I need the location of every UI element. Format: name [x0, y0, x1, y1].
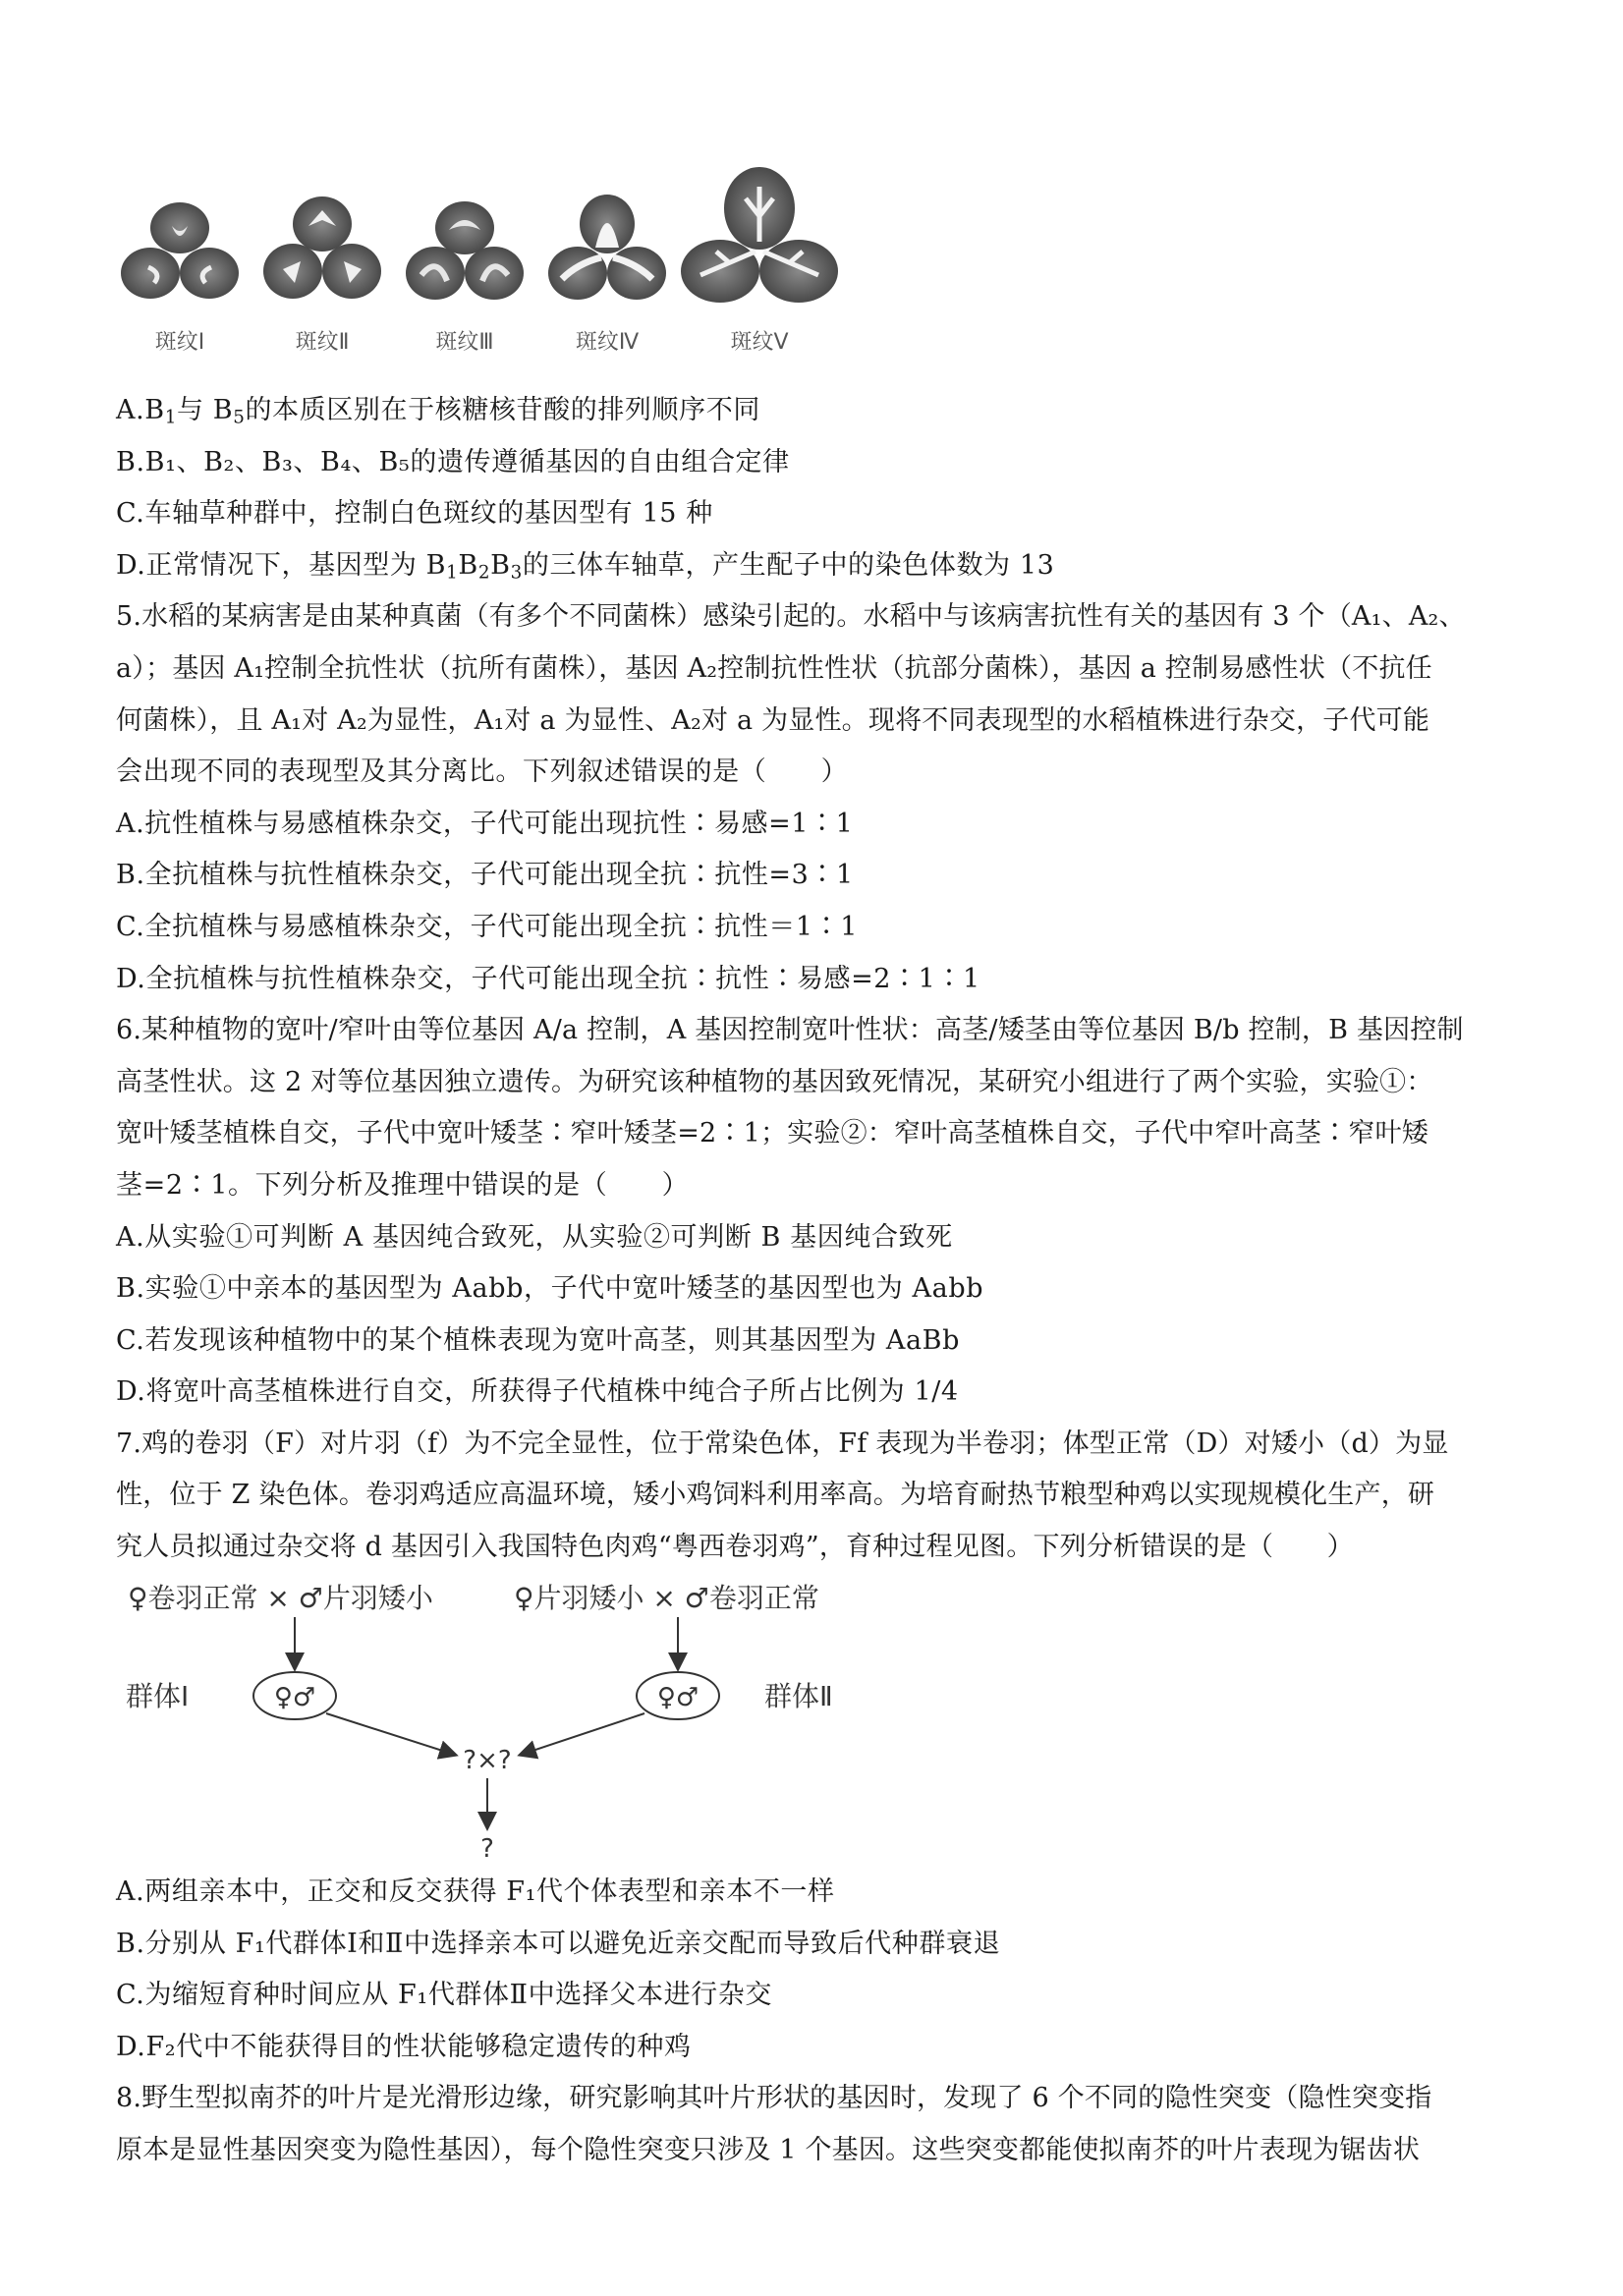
group-1-label: 群体Ⅰ — [126, 1680, 190, 1712]
arrow-diag-2 — [521, 1713, 644, 1755]
q7-stem-line-2: 性，位于 Z 染色体。卷羽鸡适应高温环境，矮小鸡饲料利用率高。为培育耐热节粮型种鸡以实现规模化生产，研 — [116, 1480, 1435, 1511]
group-1-sexes: ♀♂ — [273, 1683, 316, 1712]
q7-stem-line-3: 究人员拟通过杂交将 d 基因引入我国特色肉鸡“粤西卷羽鸡”，育种过程见图。下列分析错误的是（ ） — [116, 1532, 1354, 1563]
leaf-label-2: 斑纹Ⅱ — [295, 330, 350, 355]
q6-option-a: A.从实验①可判断 A 基因纯合致死，从实验②可判断 B 基因纯合致死 — [116, 1221, 953, 1253]
q7-stem-line-1: 7.鸡的卷羽（F）对片羽（f）为不完全显性，位于常染色体，Ff 表现为半卷羽；体型正常（D）对矮小（d）为显 — [116, 1428, 1449, 1459]
q5-stem-line-3: 何菌株），且 A₁对 A₂为显性，A₁对 a 为显性、A₂对 a 为显性。现将不同表现型的水稻植株进行杂交，子代可能 — [116, 704, 1430, 736]
q6-stem-line-3: 宽叶矮茎植株自交，子代中宽叶矮茎∶窄叶矮茎=2∶1；实验②：窄叶高茎植株自交，子代中窄叶高茎∶窄叶矮 — [116, 1118, 1428, 1149]
q4-option-c: C.车轴草种群中，控制白色斑纹的基因型有 15 种 — [116, 498, 713, 530]
q6-stem-line-2: 高茎性状。这 2 对等位基因独立遗传。为研究该种植物的基因致死情况，某研究小组进行了两个实验，实验①： — [116, 1066, 1433, 1097]
leaf-pattern-figure — [116, 147, 843, 364]
cross-result-label: ?×? — [463, 1746, 512, 1775]
q5-stem-line-2: a）；基因 A₁控制全抗性状（抗所有菌株），基因 A₂控制抗性性状（抗部分菌株），基因 a 控制易感性状（不抗任 — [116, 652, 1432, 684]
q6-option-c: C.若发现该种植物中的某个植株表现为宽叶高茎，则其基因型为 AaBb — [116, 1324, 960, 1356]
leaf-pattern-5 — [681, 167, 838, 303]
cross-2-label: ♀片羽矮小 × ♂卷羽正常 — [514, 1582, 819, 1614]
q7-option-a: A.两组亲本中，正交和反交获得 F₁代个体表型和亲本不一样 — [116, 1876, 835, 1907]
q5-option-c: C.全抗植株与易感植株杂交，子代可能出现全抗∶抗性＝1∶1 — [116, 911, 859, 942]
q5-stem-line-1: 5.水稻的某病害是由某种真菌（有多个不同菌株）感染引起的。水稻中与该病害抗性有关的基因有 3 个（A₁、A₂、 — [116, 601, 1466, 633]
leaf-pattern-2 — [263, 196, 381, 299]
leaf-pattern-3 — [406, 201, 524, 300]
q7-option-b: B.分别从 F₁代群体Ⅰ和Ⅱ中选择亲本可以避免近亲交配而导致后代种群衰退 — [116, 1928, 1001, 1959]
q4-option-a: $A.B_1$与 $B_5$的本质区别在于核糖核苷酸的排列顺序不同 — [116, 395, 760, 428]
q7-option-c: C.为缩短育种时间应从 F₁代群体Ⅱ中选择父本进行杂交 — [116, 1980, 772, 2011]
q5-option-b: B.全抗植株与抗性植株杂交，子代可能出现全抗∶抗性=3∶1 — [116, 860, 854, 891]
q5-stem-line-4: 会出现不同的表现型及其分离比。下列叙述错误的是（ ） — [116, 756, 849, 788]
group-2-sexes: ♀♂ — [656, 1683, 700, 1712]
breeding-diagram — [116, 1570, 863, 1865]
question-text-block-1 — [116, 385, 1521, 1574]
leaf-pattern-1 — [121, 202, 239, 299]
q6-stem-line-4: 茎=2∶1。下列分析及推理中错误的是（ ） — [116, 1169, 690, 1201]
leaf-label-3: 斑纹Ⅲ — [435, 330, 494, 355]
offspring-label: ? — [480, 1834, 494, 1864]
q8-stem-line-1: 8.野生型拟南芥的叶片是光滑形边缘，研究影响其叶片形状的基因时，发现了 6 个不同的隐性突变（隐性突变指 — [116, 2083, 1432, 2114]
q6-option-d: D.将宽叶高茎植株进行自交，所获得子代植株中纯合子所占比例为 1/4 — [116, 1376, 959, 1408]
q5-option-a: A.抗性植株与易感植株杂交，子代可能出现抗性∶易感=1∶1 — [116, 808, 854, 839]
leaf-pattern-4 — [548, 195, 666, 300]
leaf-label-1: 斑纹Ⅰ — [154, 330, 205, 355]
group-2-label: 群体Ⅱ — [764, 1680, 833, 1712]
cross-1-label: ♀卷羽正常 × ♂片羽矮小 — [128, 1582, 433, 1614]
arrow-diag-1 — [326, 1713, 455, 1755]
leaf-label-4: 斑纹Ⅳ — [575, 330, 640, 355]
q6-stem-line-1: 6.某种植物的宽叶/窄叶由等位基因 A/a 控制，A 基因控制宽叶性状：高茎/矮茎由等位基因 B/b 控制，B 基因控制 — [116, 1015, 1464, 1046]
q4-option-d: D.正常情况下，基因型为 $B_1B_2B_3$的三体车轴草，产生配子中的染色体数为 13 — [116, 549, 1055, 584]
leaf-label-5: 斑纹Ⅴ — [730, 330, 789, 355]
q7-option-d: D.F₂代中不能获得目的性状能够稳定遗传的种鸡 — [116, 2031, 692, 2062]
question-text-block-2 — [116, 1867, 1521, 2177]
q4-option-b: B.B₁、B₂、B₃、B₄、B₅的遗传遵循基因的自由组合定律 — [116, 446, 790, 477]
q5-option-d: D.全抗植株与抗性植株杂交，子代可能出现全抗∶抗性∶易感=2∶1∶1 — [116, 963, 980, 994]
q8-stem-line-2: 原本是显性基因突变为隐性基因），每个隐性突变只涉及 1 个基因。这些突变都能使拟南芥的叶片表现为锯齿状 — [116, 2134, 1421, 2165]
q6-option-b: B.实验①中亲本的基因型为 Aabb，子代中宽叶矮茎的基因型也为 Aabb — [116, 1273, 984, 1305]
